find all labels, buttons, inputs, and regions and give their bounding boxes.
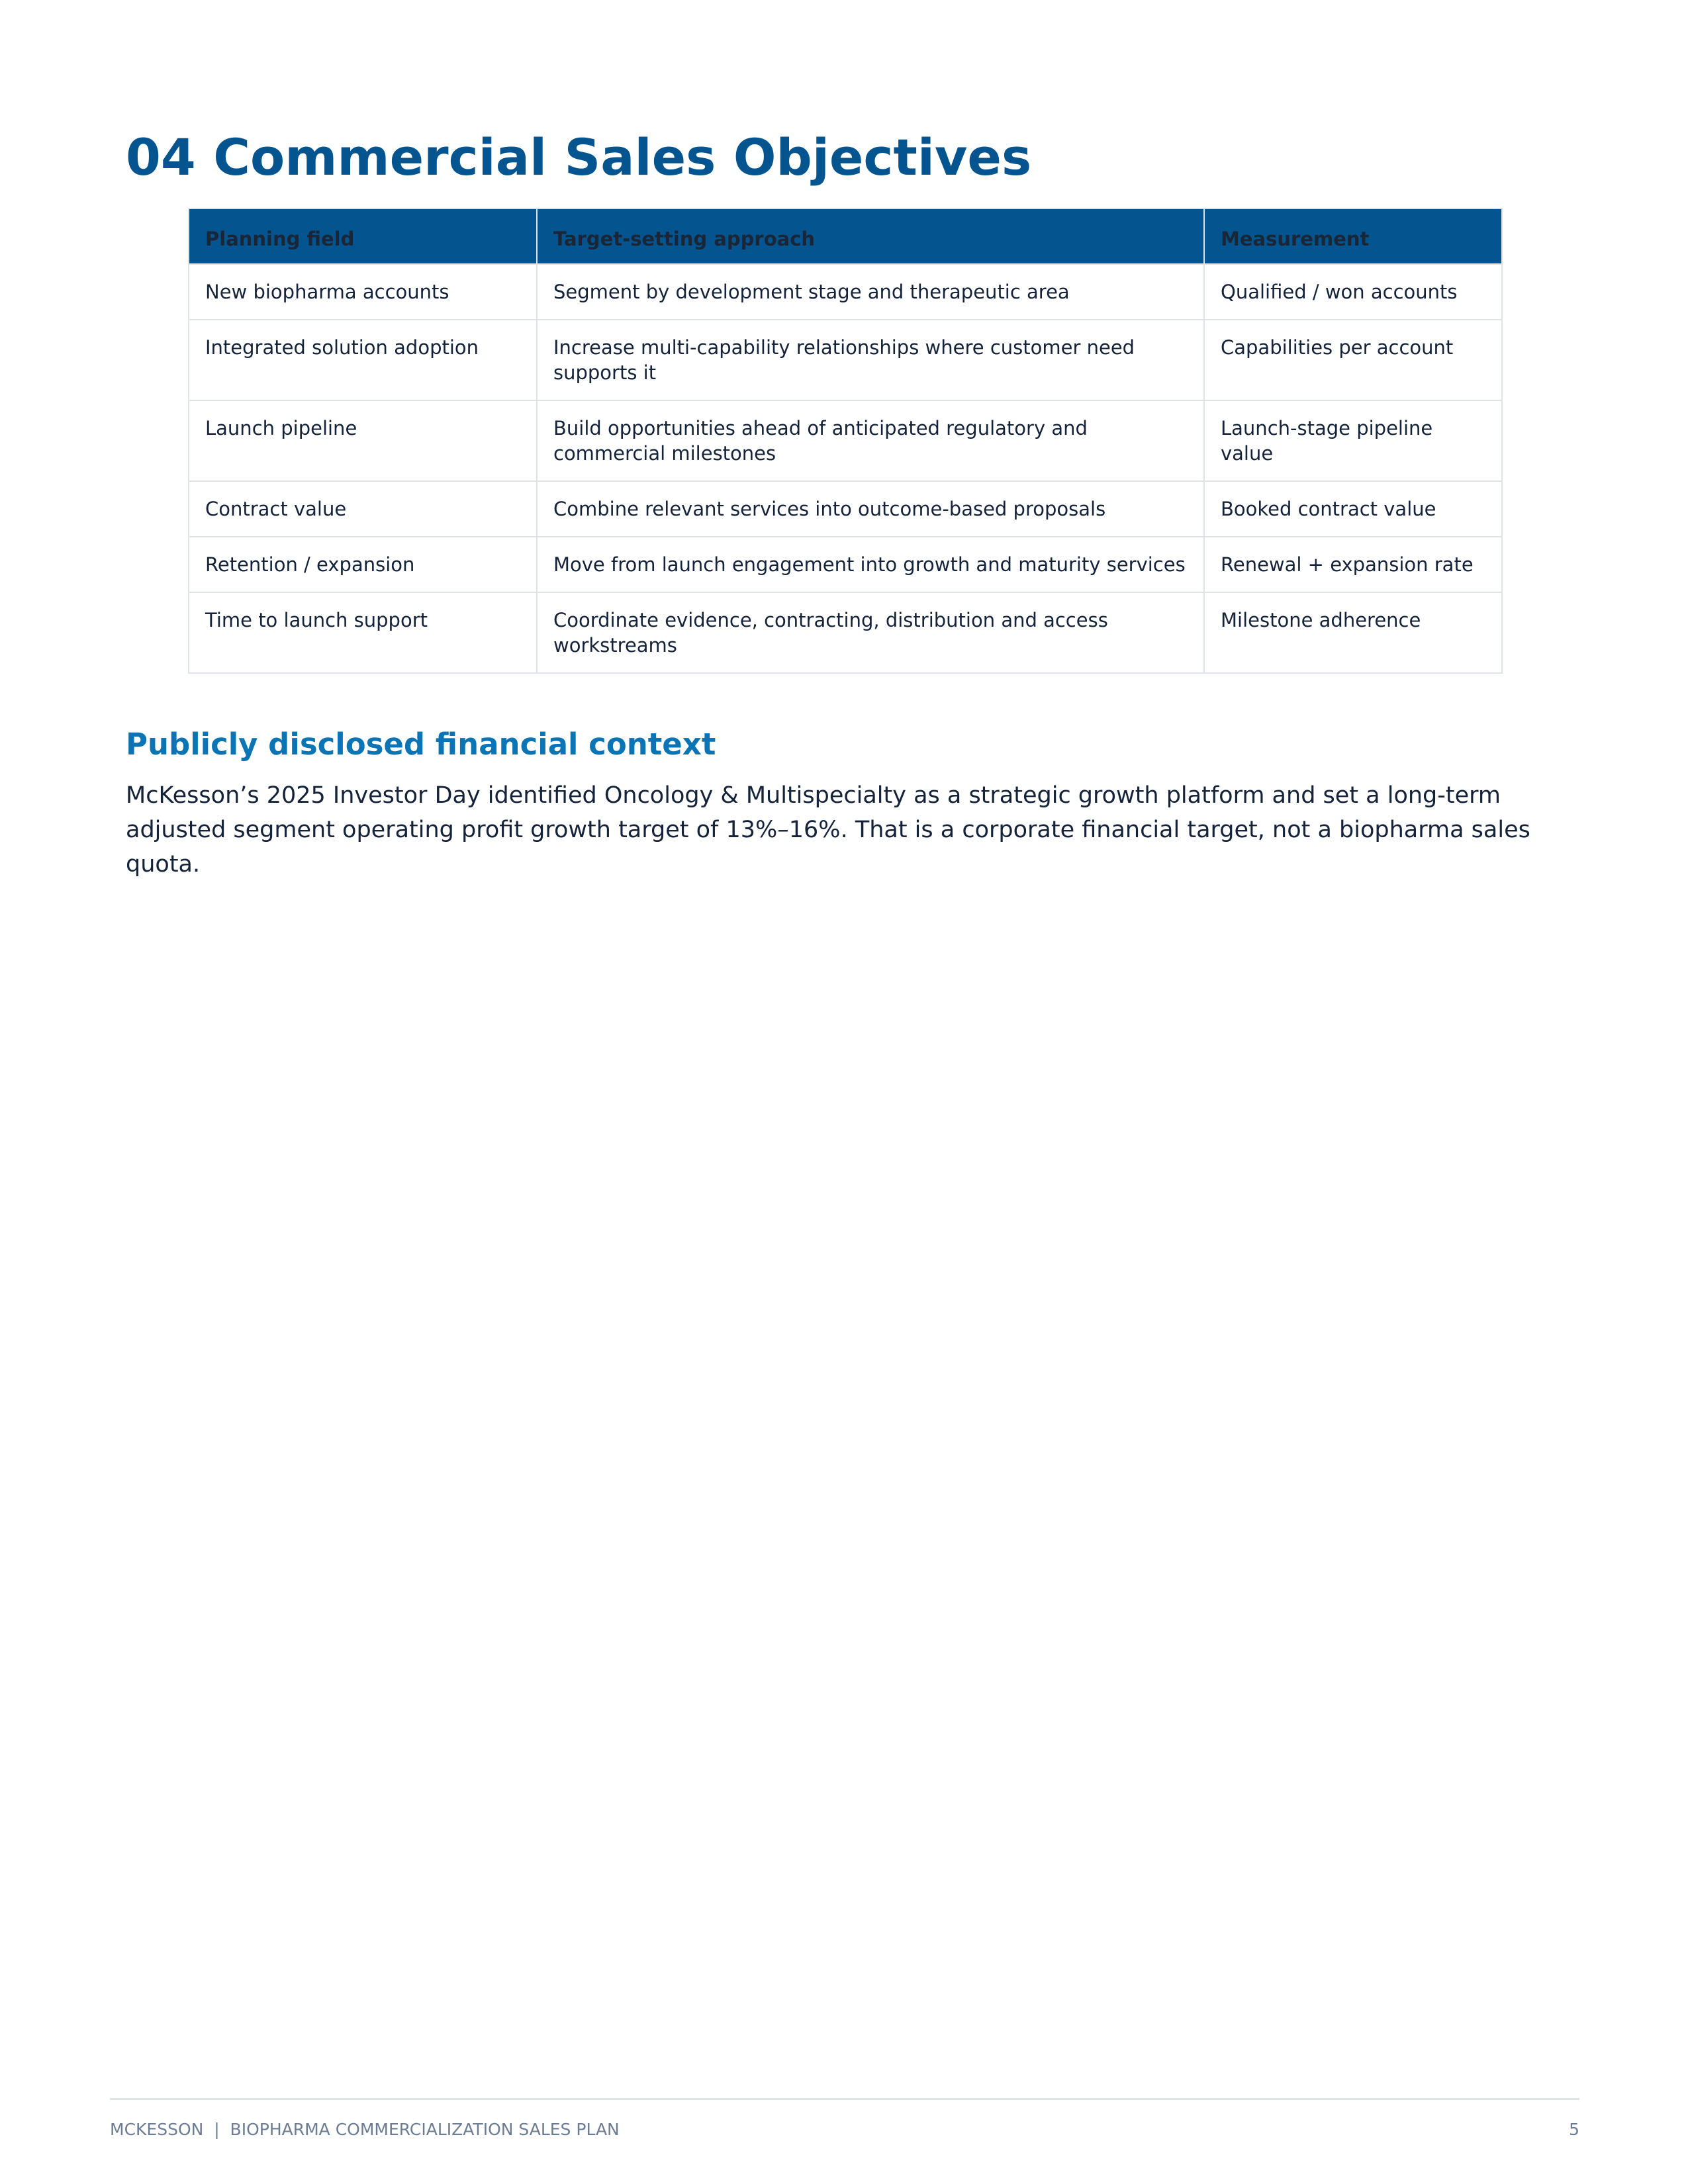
financial-context-paragraph: McKesson’s 2025 Investor Day identified Oncology & Multispecialty as a strategic growth platform and set a long-term adjusted segment operating profit growth target of 13%–16%. That is a corporate financial target, not a biopharma sales quota. (126, 782, 1530, 878)
footer-divider (110, 2098, 1579, 2100)
financial-context-heading: Publicly disclosed financial context (126, 727, 716, 762)
table-row (189, 537, 1502, 592)
planning-field-cell: Launch pipeline (189, 400, 537, 481)
target-approach-cell: Build opportunities ahead of anticipated regulatory and commercial milestones (537, 400, 1204, 481)
column-header-target-setting-approach: Target-setting approach (537, 208, 1204, 264)
planning-field-cell: Time to launch support (189, 592, 537, 673)
objectives-table (188, 208, 1503, 674)
footer-document-title: MCKESSON | BIOPHARMA COMMERCIALIZATION SALES PLAN (110, 2120, 620, 2139)
measurement-cell: Launch-stage pipeline value (1204, 400, 1502, 481)
page-title: 04 Commercial Sales Objectives (126, 128, 1032, 187)
column-header-measurement: Measurement (1204, 208, 1502, 264)
measurement-cell: Capabilities per account (1204, 320, 1502, 400)
table-row (189, 264, 1502, 320)
target-approach-cell: Increase multi-capability relationships where customer need supports it (537, 320, 1204, 400)
target-approach-cell: Move from launch engagement into growth and maturity services (537, 537, 1204, 592)
target-approach-cell: Combine relevant services into outcome-based proposals (537, 481, 1204, 537)
table-row (189, 400, 1502, 481)
measurement-cell: Renewal + expansion rate (1204, 537, 1502, 592)
target-approach-cell: Coordinate evidence, contracting, distribution and access workstreams (537, 592, 1204, 673)
measurement-cell: Qualified / won accounts (1204, 264, 1502, 320)
planning-field-cell: Contract value (189, 481, 537, 537)
planning-field-cell: Retention / expansion (189, 537, 537, 592)
table-row (189, 481, 1502, 537)
table-row (189, 592, 1502, 673)
page-number: 5 (1569, 2120, 1579, 2139)
table-header-row (189, 208, 1502, 264)
measurement-cell: Milestone adherence (1204, 592, 1502, 673)
target-approach-cell: Segment by development stage and therapeutic area (537, 264, 1204, 320)
measurement-cell: Booked contract value (1204, 481, 1502, 537)
planning-field-cell: Integrated solution adoption (189, 320, 537, 400)
column-header-planning-field: Planning field (189, 208, 537, 264)
planning-field-cell: New biopharma accounts (189, 264, 537, 320)
table-row (189, 320, 1502, 400)
